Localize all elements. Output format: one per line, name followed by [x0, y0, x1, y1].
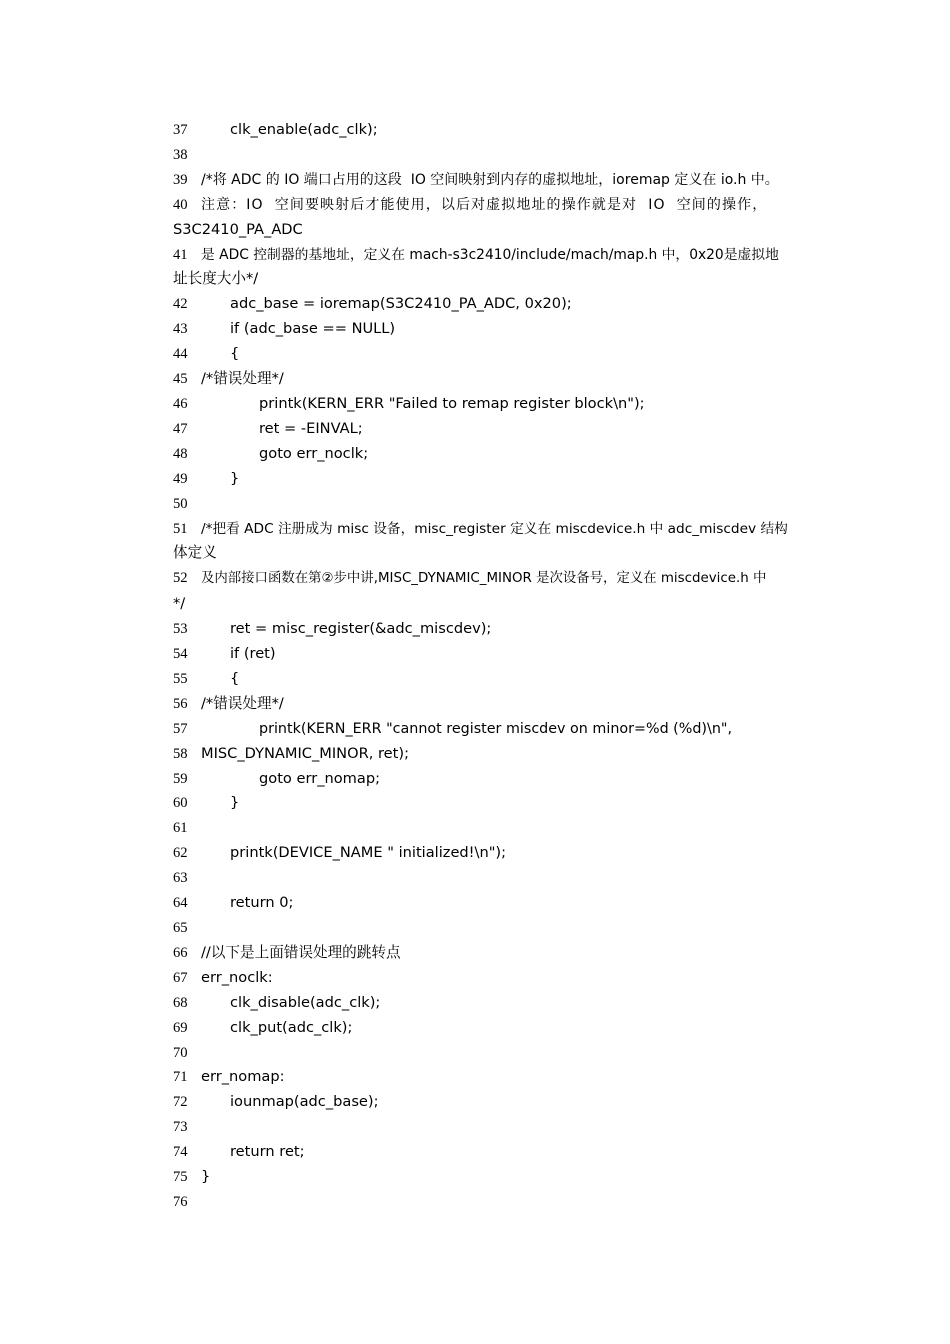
code-line-59: [173, 767, 813, 792]
line-text: ret = -EINVAL;: [259, 419, 363, 437]
line-number: 75: [173, 1169, 188, 1186]
code-line-52-continuation: [173, 592, 813, 617]
code-line-54: [173, 642, 813, 667]
line-number: 47: [173, 420, 188, 437]
line-number: 50: [173, 495, 188, 512]
line-text: MISC_DYNAMIC_MINOR, ret);: [201, 744, 409, 762]
line-text: goto err_nomap;: [259, 769, 381, 787]
line-number: 57: [173, 720, 188, 737]
line-number: 69: [173, 1019, 188, 1036]
code-line-67: [173, 966, 813, 991]
line-text: printk(KERN_ERR "Failed to remap register block\n");: [259, 394, 645, 412]
line-text: printk(KERN_ERR "cannot register miscdev on minor=%d (%d)\n",: [259, 720, 732, 737]
line-text: adc_base = ioremap(S3C2410_PA_ADC, 0x20);: [230, 295, 572, 313]
line-number: 70: [173, 1044, 188, 1061]
line-text: ret = misc_register(&adc_miscdev);: [230, 620, 492, 638]
code-line-75: [173, 1165, 813, 1190]
code-line-39: [173, 168, 813, 193]
code-line-62: [173, 841, 813, 866]
code-line-48: [173, 442, 813, 467]
line-number: 45: [173, 371, 188, 388]
line-text: clk_enable(adc_clk);: [230, 121, 378, 138]
code-line-45: [173, 367, 813, 392]
code-line-42: [173, 292, 813, 317]
line-continuation: 址长度大小*/: [173, 270, 259, 288]
line-number: 74: [173, 1144, 188, 1161]
line-text: if (ret): [230, 645, 276, 663]
line-text: /*错误处理*/: [201, 370, 284, 388]
line-number: 76: [173, 1193, 188, 1210]
line-number: 49: [173, 470, 188, 487]
line-number: 41: [173, 246, 188, 263]
code-line-56: [173, 692, 813, 717]
line-number: 46: [173, 395, 188, 412]
line-continuation: */: [173, 595, 186, 613]
code-line-68: [173, 991, 813, 1016]
line-number: 63: [173, 870, 188, 887]
line-text: clk_disable(adc_clk);: [230, 993, 381, 1011]
line-number: 65: [173, 920, 188, 936]
code-listing: [173, 118, 813, 1215]
line-text: {: [230, 669, 240, 687]
code-line-60: [173, 791, 813, 816]
line-number: 40: [173, 196, 188, 213]
code-line-50: [173, 492, 813, 517]
code-line-74: [173, 1140, 813, 1165]
code-line-53: [173, 617, 813, 642]
line-text: err_nomap:: [201, 1068, 285, 1086]
code-line-47: [173, 417, 813, 442]
line-text: err_noclk:: [201, 968, 273, 986]
code-line-43: [173, 317, 813, 342]
line-text: goto err_noclk;: [259, 444, 369, 462]
code-line-63: [173, 866, 813, 891]
line-text: 注意：IO 空间要映射后才能使用，以后对虚拟地址的操作就是对 IO 空间的操作，: [201, 196, 768, 213]
line-text: }: [230, 469, 240, 487]
code-line-69: [173, 1016, 813, 1041]
line-text: return ret;: [230, 1143, 305, 1161]
line-number: 62: [173, 845, 188, 862]
line-number: 68: [173, 994, 188, 1011]
code-line-40-continuation: [173, 218, 813, 243]
code-line-71: [173, 1065, 813, 1090]
line-number: 72: [173, 1094, 188, 1111]
code-line-73: [173, 1115, 813, 1140]
code-line-65: [173, 916, 813, 941]
line-number: 39: [173, 171, 188, 188]
line-number: 58: [173, 745, 188, 762]
line-text: //以下是上面错误处理的跳转点: [201, 943, 401, 961]
line-number: 71: [173, 1069, 188, 1086]
code-line-72: [173, 1090, 813, 1115]
line-text: /*错误处理*/: [201, 694, 284, 712]
line-number: 66: [173, 944, 188, 961]
code-line-41: [173, 243, 813, 268]
code-line-66: [173, 941, 813, 966]
code-line-57: [173, 717, 813, 742]
line-number: 52: [173, 570, 188, 587]
line-number: 61: [173, 820, 188, 837]
line-number: 54: [173, 646, 188, 663]
line-number: 67: [173, 969, 188, 986]
line-number: 56: [173, 695, 188, 712]
line-number: 64: [173, 895, 188, 912]
line-text: /*将 ADC 的 IO 端口占用的这段 IO 空间映射到内存的虚拟地址，ioremap 定义在 io.h 中。: [201, 171, 779, 188]
line-text: 及内部接口函数在第②步中讲,MISC_DYNAMIC_MINOR 是次设备号，定义在 miscdevice.h 中: [201, 571, 767, 587]
code-line-49: [173, 467, 813, 492]
line-number: 73: [173, 1119, 188, 1136]
line-number: 55: [173, 670, 188, 687]
code-line-40: [173, 193, 813, 218]
line-number: 60: [173, 795, 188, 812]
line-text: /*把看 ADC 注册成为 misc 设备，misc_register 定义在 miscdevice.h 中 adc_miscdev 结构: [201, 520, 788, 537]
code-line-58: [173, 742, 813, 767]
line-number: 48: [173, 445, 188, 462]
line-text: {: [230, 345, 240, 363]
line-text: 是 ADC 控制器的基地址，定义在 mach-s3c2410/include/mach/map.h 中，0x20是虚拟地: [201, 246, 779, 263]
code-line-61: [173, 816, 813, 841]
code-line-76: [173, 1190, 813, 1215]
line-number: 42: [173, 296, 188, 313]
code-line-51-continuation: [173, 541, 813, 566]
line-number: 59: [173, 770, 188, 787]
line-continuation: 体定义: [173, 544, 217, 562]
line-text: }: [230, 794, 240, 812]
code-line-70: [173, 1041, 813, 1066]
code-line-44: [173, 342, 813, 367]
line-number: 37: [173, 122, 188, 138]
line-number: 53: [173, 621, 188, 638]
line-text: iounmap(adc_base);: [230, 1093, 379, 1111]
line-text: if (adc_base == NULL): [230, 320, 396, 338]
line-number: 51: [173, 520, 188, 537]
code-line-51: [173, 517, 813, 542]
code-line-64: [173, 891, 813, 916]
code-line-52: [173, 566, 813, 592]
line-continuation: S3C2410_PA_ADC: [173, 220, 303, 238]
line-text: }: [201, 1168, 211, 1186]
code-line-37: [173, 118, 813, 143]
line-number: 43: [173, 321, 188, 338]
code-line-46: [173, 392, 813, 417]
code-line-55: [173, 667, 813, 692]
line-text: clk_put(adc_clk);: [230, 1018, 353, 1036]
line-number: 38: [173, 146, 188, 163]
line-text: return 0;: [230, 894, 294, 912]
line-number: 44: [173, 346, 188, 363]
code-line-38: [173, 143, 813, 168]
line-text: printk(DEVICE_NAME " initialized!\n");: [230, 844, 507, 862]
code-line-41-continuation: [173, 267, 813, 292]
